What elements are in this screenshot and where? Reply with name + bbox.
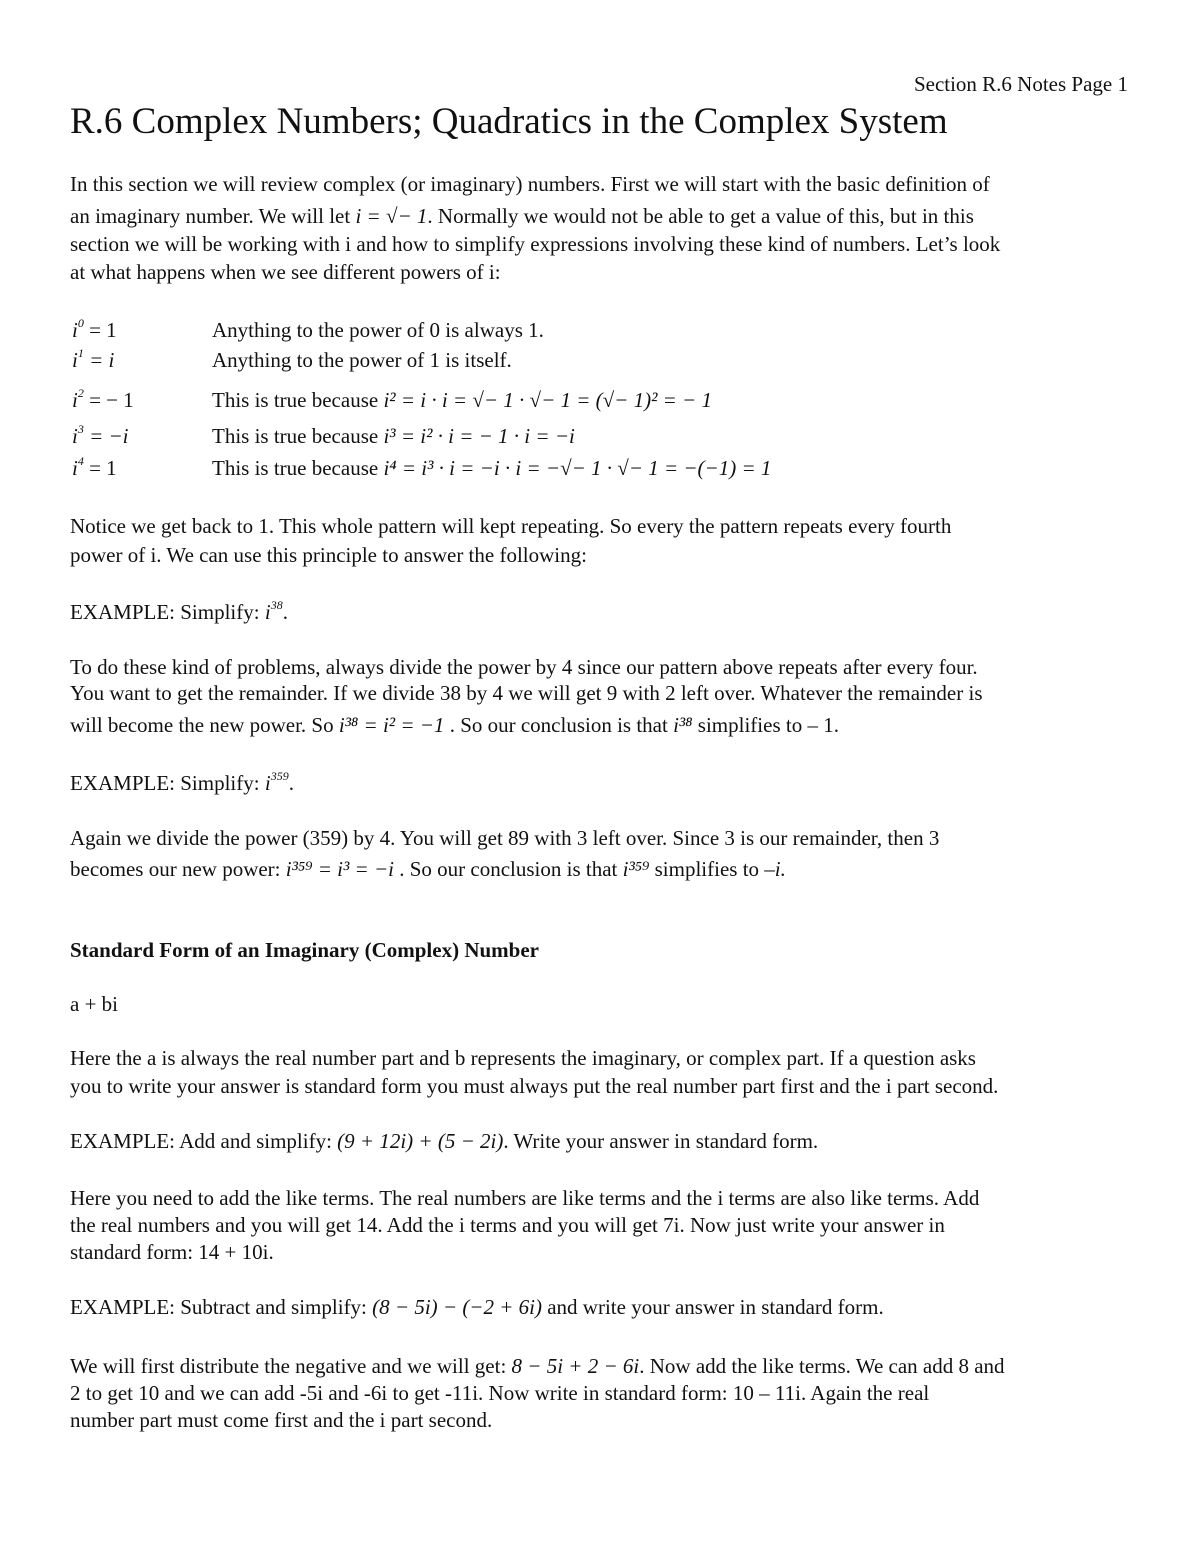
example-1: EXAMPLE: Simplify: $i^{38}$. [70, 598, 288, 624]
example-4: EXAMPLE: Subtract and simplify: (8 − 5i) − (−2 + 6i) and write your answer in standard form. [70, 1295, 884, 1319]
explain-2-line-1: Again we divide the power (359) by 4. You will get 89 with 3 left over. Since 3 is our remainder, then 3 [70, 826, 940, 850]
explain-2-line-2: becomes our new power: i³⁵⁹ = i³ = −i . So our conclusion is that i³⁵⁹ simplifies to –i. [70, 857, 786, 881]
intro-line-4: at what happens when we see different powers of i: [70, 260, 501, 284]
example-3: EXAMPLE: Add and simplify: (9 + 12i) + (5 − 2i). Write your answer in standard form. [70, 1129, 819, 1153]
notice-line-2: power of i. We can use this principle to answer the following: [70, 543, 587, 567]
power-2-math: i² = i · i = √− 1 · √− 1 = (√− 1)² = − 1 [383, 388, 712, 412]
section-heading: Standard Form of an Imaginary (Complex) Number [70, 938, 539, 962]
explain-1-line-3: will become the new power. So i³⁸ = i² = −1 . So our conclusion is that i³⁸ simplifies to – 1. [70, 713, 839, 737]
power-0-lhs: $i^0 = 1$ [72, 316, 117, 342]
notice-line-1: Notice we get back to 1. This whole pattern will kept repeating. So every the pattern repeats every fourth [70, 514, 952, 538]
explain-1-line-1: To do these kind of problems, always divide the power by 4 since our pattern above repeats after every four. [70, 655, 978, 679]
power-2-lhs: $i^2$ = − 1 [72, 386, 134, 412]
explain-1-line-2: You want to get the remainder. If we divide 38 by 4 we will get 9 with 2 left over. Whatever the remainder is [70, 681, 983, 705]
power-2-desc: This is true because i² = i · i = √− 1 · √− 1 = (√− 1)² = − 1 [212, 388, 712, 412]
explain-3-line-3: standard form: 14 + 10i. [70, 1240, 274, 1264]
explain-4-line-2: 2 to get 10 and we can add -5i and -6i to get -11i. Now write in standard form: 10 – 11i. Again the real [70, 1381, 930, 1405]
intro-line-2 [70, 204, 974, 229]
power-4-desc: This is true because i⁴ = i³ · i = −i · i = −√− 1 · √− 1 = −(−1) = 1 [212, 456, 772, 480]
example-2: EXAMPLE: Simplify: $i^{359}$. [70, 769, 294, 795]
intro-math: i = √− 1 [355, 204, 428, 228]
power-3-math: i³ = i² · i = − 1 · i = −i [383, 424, 575, 448]
page-header: Section R.6 Notes Page 1 [913, 72, 1128, 96]
intro-text: . Normally we would not be able to get a value of this, but in this [427, 204, 974, 228]
power-3-desc: This is true because i³ = i² · i = − 1 · i = −i [212, 424, 575, 448]
power-4-lhs: $i^4 = 1$ [72, 454, 117, 480]
standard-form: a + bi [70, 992, 118, 1016]
power-4-math: i⁴ = i³ · i = −i · i = −√− 1 · √− 1 = −(−1) = 1 [383, 456, 772, 480]
explain-4-line-3: number part must come first and the i part second. [70, 1408, 493, 1432]
power-3-lhs: $i^3 = -i$ [72, 422, 129, 448]
intro-line-1: In this section we will review complex (or imaginary) numbers. First we will start with the basic definition of [70, 172, 990, 196]
explain-3-line-1: Here you need to add the like terms. The real numbers are like terms and the i terms are also like terms. Add [70, 1186, 980, 1210]
explain-3-line-2: the real numbers and you will get 14. Add the i terms and you will get 7i. Now just write your answer in [70, 1213, 945, 1237]
standard-explain-line-2: you to write your answer is standard form you must always put the real number part first and the i part second. [70, 1074, 999, 1098]
power-1-lhs: $i^1 = i$ [72, 346, 115, 372]
power-0-desc: Anything to the power of 0 is always 1. [212, 318, 544, 342]
standard-explain-line-1: Here the a is always the real number part and b represents the imaginary, or complex part. If a question asks [70, 1046, 976, 1070]
page-title: R.6 Complex Numbers; Quadratics in the Complex System [70, 101, 948, 142]
intro-line-3: section we will be working with i and how to simplify expressions involving these kind of numbers. Let’s look [70, 232, 1001, 256]
power-1-desc: Anything to the power of 1 is itself. [212, 348, 512, 372]
explain-4-line-1: We will first distribute the negative and we will get: 8 − 5i + 2 − 6i. Now add the like terms. We can add 8 and [70, 1354, 1005, 1378]
intro-text: an imaginary number. We will let [70, 204, 356, 228]
